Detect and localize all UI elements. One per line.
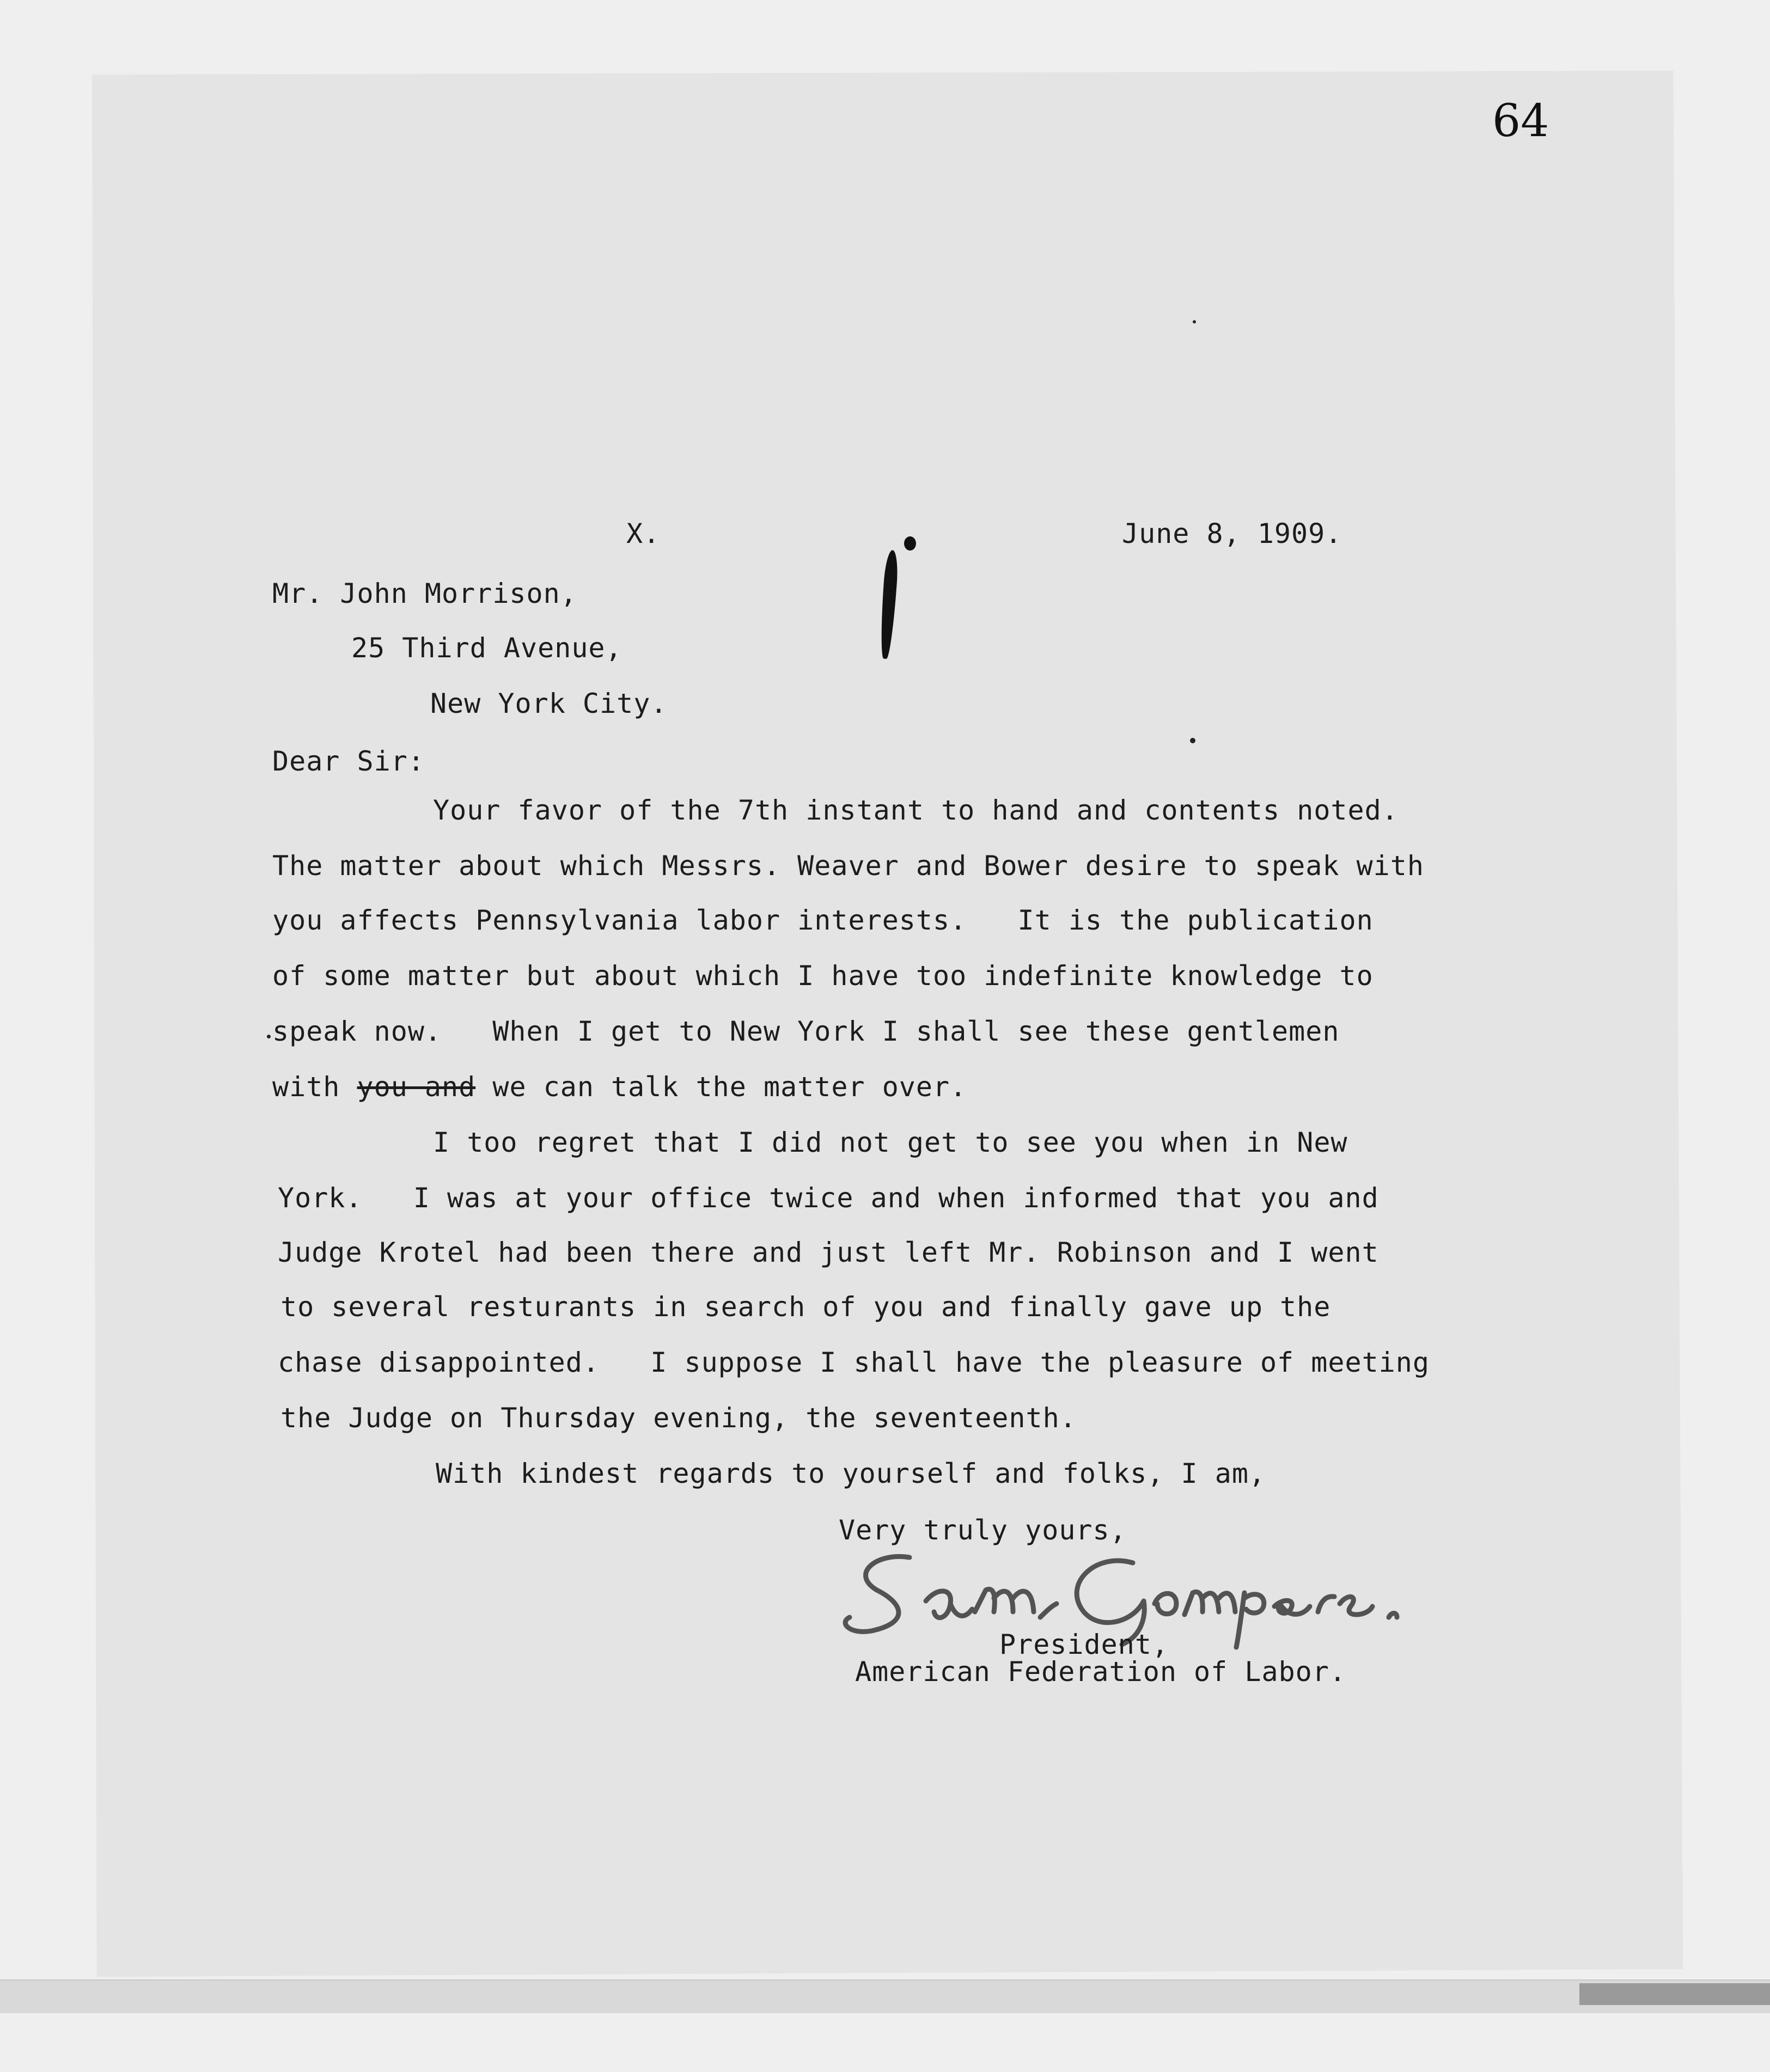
- recipient-city: New York City.: [430, 688, 668, 719]
- recipient-name: Mr. John Morrison,: [272, 578, 577, 609]
- body-line: With kindest regards to yourself and folks, I am,: [436, 1458, 1266, 1489]
- body-line: York. I was at your office twice and when informed that you and: [278, 1182, 1379, 1214]
- salutation: Dear Sir:: [272, 745, 425, 777]
- page-number: 64: [1492, 95, 1549, 147]
- body-line: The matter about which Messrs. Weaver and Bower desire to speak with: [272, 850, 1424, 882]
- ink-blot: [904, 536, 916, 551]
- body-line: to several resturants in search of you and finally gave up the: [280, 1291, 1331, 1323]
- recipient-street: 25 Third Avenue,: [351, 632, 622, 664]
- body-line: speak now. When I get to New York I shall see these gentlemen: [272, 1016, 1340, 1047]
- body-line: chase disappointed. I suppose I shall have the pleasure of meeting: [278, 1347, 1430, 1378]
- speck: [1190, 738, 1195, 743]
- letter-date: June 8, 1909.: [1122, 518, 1342, 549]
- body-line: of some matter but about which I have too indefinite knowledge to: [272, 960, 1374, 992]
- signer-title: President,: [999, 1629, 1169, 1660]
- body-text: with: [272, 1071, 357, 1103]
- signer-organization: American Federation of Labor.: [855, 1656, 1346, 1688]
- closing: Very truly yours,: [839, 1514, 1127, 1546]
- body-text: we can talk the matter over.: [475, 1071, 967, 1103]
- body-line: Judge Krotel had been there and just left Mr. Robinson and I went: [278, 1237, 1379, 1268]
- body-line: Your favor of the 7th instant to hand and contents noted.: [433, 794, 1399, 826]
- body-line: the Judge on Thursday evening, the seventeenth.: [280, 1402, 1077, 1434]
- mount-strip-shadow: [1579, 1983, 1770, 2005]
- body-line: you affects Pennsylvania labor interests. It is the publication: [272, 904, 1374, 936]
- speck: [267, 1035, 271, 1038]
- struck-text: you and: [357, 1071, 476, 1103]
- body-line: I too regret that I did not get to see you when in New: [433, 1127, 1348, 1158]
- body-line: [272, 1071, 967, 1103]
- mount-strip: [0, 1979, 1770, 2013]
- reference-mark: X.: [626, 518, 661, 549]
- speck: [1193, 320, 1196, 323]
